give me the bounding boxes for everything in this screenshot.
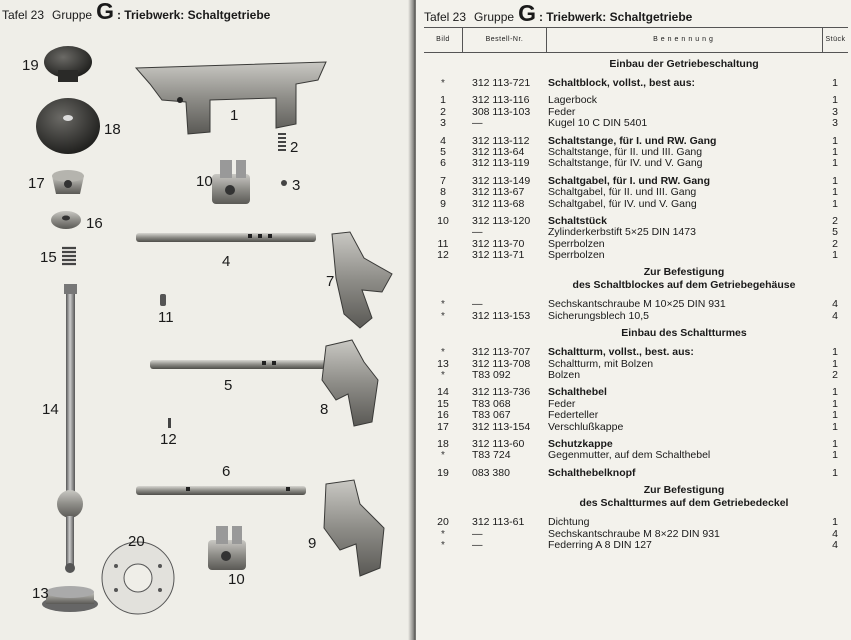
cell-bestell [462, 59, 546, 72]
figure-label-4: 4 [222, 253, 231, 270]
table-row [424, 529, 848, 540]
cell-bild: * [441, 310, 445, 322]
cell-bild [424, 267, 462, 280]
table-row [424, 199, 848, 210]
cell-bild: * [441, 528, 445, 540]
cell-bild: 6 [440, 157, 446, 170]
cell-bestell: 312 113-153 [472, 309, 531, 322]
cell-benennung: Schaltstange, für II. und III. Gang [548, 146, 703, 158]
cell-stueck: 1 [832, 174, 838, 187]
parts-table [424, 27, 848, 551]
shift-fork-8-part [322, 340, 378, 426]
cell-benennung: Schutzkappe [548, 438, 613, 450]
cell-bild: 13 [437, 357, 449, 370]
cell-benennung: Bolzen [548, 370, 581, 382]
spring-plate-part [51, 211, 81, 229]
tafel-label: Tafel 23 [2, 8, 45, 22]
figure-label-8: 8 [320, 401, 329, 418]
cell-bild: 20 [437, 516, 449, 529]
spring-2-part [278, 134, 286, 150]
cell-bestell: T83 068 [472, 397, 511, 410]
section-heading [424, 485, 848, 498]
cell-stueck [822, 267, 848, 280]
cell-bestell [462, 328, 546, 341]
figure-label-11: 11 [158, 309, 174, 326]
cell-benennung: Sicherungsblech 10,5 [548, 310, 649, 322]
cell-bestell: T83 067 [472, 409, 511, 422]
table-body [424, 53, 848, 551]
cell-bestell: 312 113-112 [472, 134, 530, 147]
cell-benennung: Schaltturm, mit Bolzen [548, 358, 654, 370]
cell-benennung: Sechskantschraube M 8×22 DIN 931 [548, 528, 720, 540]
cell-stueck: 1 [832, 437, 838, 450]
cell-bild [424, 59, 462, 72]
cell-stueck: 1 [832, 420, 838, 433]
cell-benennung: Schaltstange, für I. und RW. Gang [548, 135, 717, 147]
cell-bestell: 308 113-103 [472, 105, 531, 118]
cell-stueck: 4 [832, 538, 838, 551]
cell-bild: 3 [440, 117, 446, 130]
cell-stueck: 5 [832, 226, 838, 239]
cell-stueck [822, 328, 848, 341]
cell-benennung: Sperrbolzen [548, 250, 605, 262]
figure-label-5: 5 [224, 377, 233, 394]
cell-stueck: 1 [832, 197, 838, 210]
figure-label-6: 6 [222, 463, 231, 480]
cell-stueck: 4 [832, 309, 838, 322]
table-row [424, 118, 848, 129]
table-row [424, 517, 848, 528]
cell-bild: 16 [437, 409, 449, 422]
table-header [424, 28, 848, 53]
cell-stueck: 1 [832, 186, 838, 199]
cell-bestell [462, 267, 546, 280]
cell-benennung: Federteller [548, 410, 599, 422]
shift-fork-9-part [324, 480, 384, 576]
table-row [424, 370, 848, 381]
cell-stueck: 1 [832, 466, 838, 479]
figure-label-10-top: 10 [196, 173, 213, 190]
cell-bild: 5 [440, 145, 446, 158]
ball-part [281, 180, 287, 186]
cell-bestell: — [472, 117, 483, 130]
cell-stueck: 1 [832, 386, 838, 399]
cell-bestell: — [472, 298, 483, 311]
section-heading [424, 498, 848, 511]
cell-benennung: Dichtung [548, 517, 590, 529]
cell-bild [424, 485, 462, 498]
cell-benennung: Schaltstück [548, 215, 607, 227]
cell-stueck: 1 [832, 357, 838, 370]
cell-bestell: 312 113-64 [472, 145, 525, 158]
gruppe-label: Gruppe [474, 10, 515, 24]
section-heading [424, 280, 848, 293]
figure-label-7: 7 [326, 273, 335, 290]
cell-stueck: 1 [832, 134, 838, 147]
figure-label-1: 1 [230, 107, 239, 124]
cell-bestell [462, 485, 546, 498]
cell-bild: 9 [440, 197, 446, 210]
section-heading-text: Zur Befestigung [643, 485, 725, 497]
section-heading-text: Einbau des Schaltturmes [621, 328, 747, 340]
table-row [424, 347, 848, 358]
cell-benennung: Federring A 8 DIN 127 [548, 539, 652, 551]
shift-rod-4-part [136, 233, 316, 242]
gruppe-label: Gruppe [52, 8, 93, 22]
cell-stueck: 1 [832, 449, 838, 462]
cell-bestell [462, 280, 546, 293]
cell-benennung: Verschlußkappe [548, 421, 624, 433]
cell-bild [424, 328, 462, 341]
figure-label-9: 9 [308, 535, 317, 552]
gear-knob-part [44, 46, 92, 82]
cell-stueck: 1 [832, 249, 838, 262]
cell-stueck: 2 [832, 369, 838, 382]
table-row [424, 187, 848, 198]
parts-illustration [0, 28, 412, 640]
cell-bild: 7 [440, 174, 446, 187]
cell-bestell: T83 724 [472, 449, 511, 462]
shift-piece-part [212, 160, 250, 204]
cell-stueck: 3 [832, 105, 838, 118]
cell-bestell: 312 113-68 [472, 197, 525, 210]
table-row [424, 540, 848, 551]
table-row [424, 410, 848, 421]
figure-label-12: 12 [160, 431, 177, 448]
cell-bild: * [441, 78, 445, 89]
cell-benennung: Schalthebel [548, 387, 607, 399]
cell-benennung: Gegenmutter, auf dem Schalthebel [548, 450, 711, 462]
cell-stueck: 2 [832, 214, 838, 227]
cell-bild: 19 [437, 466, 449, 479]
cell-stueck: 1 [832, 346, 838, 359]
cell-stueck [822, 59, 848, 72]
cell-benennung: Schaltblock, vollst., best aus: [548, 78, 696, 89]
cell-bild [424, 280, 462, 293]
cell-benennung: Sperrbolzen [548, 238, 605, 250]
cell-bild: * [441, 539, 445, 551]
cell-bestell: 312 113-119 [472, 157, 530, 170]
section-heading-text: Einbau der Getriebeschaltung [609, 59, 759, 70]
cell-bestell: 312 113-116 [472, 94, 530, 107]
closure-cap-part [52, 170, 84, 194]
cell-bild: * [441, 450, 445, 462]
cell-bestell: — [472, 527, 483, 540]
cell-stueck: 3 [832, 117, 838, 130]
section-heading-text: Zur Befestigung [643, 267, 725, 279]
table-row [424, 227, 848, 238]
cell-stueck: 1 [832, 397, 838, 410]
cell-bestell: 312 113-707 [472, 346, 531, 359]
cell-bild: 11 [437, 237, 449, 250]
cell-bestell: 312 113-736 [472, 386, 531, 399]
shift-lever-part [57, 284, 83, 573]
tafel-label: Tafel 23 [424, 10, 467, 24]
cell-stueck: 1 [832, 77, 838, 89]
column-header-bestell: Bestell-Nr. [462, 28, 546, 52]
cell-bild: 8 [440, 186, 446, 199]
column-header-bild: Bild [436, 36, 450, 43]
shift-fork-7-part [332, 232, 392, 328]
cell-bild: * [441, 299, 445, 311]
cell-bestell: — [472, 226, 483, 239]
cell-bestell: — [472, 538, 483, 551]
figure-label-13: 13 [32, 585, 49, 602]
cell-stueck: 4 [832, 527, 838, 540]
cell-bild: 1 [440, 94, 446, 107]
cell-bestell: 312 113-71 [472, 249, 525, 262]
figure-label-17: 17 [28, 175, 45, 192]
cell-bestell: 312 113-708 [472, 357, 531, 370]
cell-stueck: 1 [832, 145, 838, 158]
cell-bestell: T83 092 [472, 369, 511, 382]
table-row [424, 250, 848, 261]
table-row [424, 78, 848, 89]
gasket-part [102, 542, 174, 614]
cell-benennung: Sechskantschraube M 10×25 DIN 931 [548, 299, 726, 311]
cell-bestell: 312 113-154 [472, 420, 531, 433]
cell-bild [424, 498, 462, 511]
cell-bild: * [441, 370, 445, 382]
section-title: : Triebwerk: Schaltgetriebe [538, 10, 693, 24]
cell-stueck: 1 [832, 516, 838, 529]
right-page-header [424, 2, 692, 28]
cell-benennung: Schaltgabel, für IV. und V. Gang [548, 198, 697, 210]
section-title: : Triebwerk: Schaltgetriebe [116, 8, 271, 22]
spring-15-part [62, 248, 76, 264]
table-row [424, 311, 848, 322]
cell-bild: 14 [437, 386, 449, 399]
cell-bild: 18 [437, 437, 449, 450]
shift-rod-6-part [136, 486, 306, 495]
cell-benennung: Zylinderkerbstift 5×25 DIN 1473 [548, 227, 696, 239]
shift-piece-bottom-part [208, 526, 246, 570]
cell-bestell: 312 113-120 [472, 214, 531, 227]
column-header-benennung: Benennung [546, 28, 822, 52]
group-letter: G [96, 0, 114, 24]
table-row [424, 158, 848, 169]
figure-label-15: 15 [40, 249, 57, 266]
table-row [424, 216, 848, 227]
figure-label-19: 19 [22, 57, 39, 74]
section-heading-text: des Schaltturmes auf dem Getriebedeckel [579, 498, 789, 510]
figure-label-20: 20 [128, 533, 145, 550]
shift-rod-5-part [150, 360, 330, 369]
cell-benennung: Schalthebelknopf [548, 467, 636, 479]
cell-bild: 12 [437, 249, 449, 262]
cell-stueck [822, 485, 848, 498]
section-heading [424, 59, 848, 72]
cell-bild: 2 [440, 105, 446, 118]
cell-benennung: Schaltgabel, für II. und III. Gang [548, 187, 697, 199]
cell-bestell: 312 113-70 [472, 237, 525, 250]
cell-bestell: 312 113-61 [472, 516, 525, 529]
figure-label-14: 14 [42, 401, 59, 418]
cell-stueck: 1 [832, 157, 838, 170]
cell-bestell [462, 498, 546, 511]
table-row [424, 107, 848, 118]
cell-stueck: 1 [832, 94, 838, 107]
section-heading [424, 267, 848, 280]
cell-stueck [822, 280, 848, 293]
cell-benennung: Kugel 10 C DIN 5401 [548, 118, 648, 130]
protective-cap-part [36, 98, 100, 154]
cell-benennung: Feder [548, 106, 576, 118]
column-header-stueck: Stück [822, 28, 848, 52]
cell-bild [424, 227, 462, 238]
cell-benennung: Schaltstange, für IV. und V. Gang [548, 158, 703, 170]
locking-bolt-11-part [160, 294, 166, 306]
cell-bestell: 312 113-60 [472, 437, 525, 450]
cell-benennung: Schaltgabel, für I. und RW. Gang [548, 175, 710, 187]
cell-bestell: 312 113-67 [472, 186, 525, 199]
left-page [0, 0, 412, 640]
section-heading [424, 328, 848, 341]
cell-bild: 15 [437, 397, 449, 410]
cell-bild: 10 [437, 214, 449, 227]
table-row [424, 422, 848, 433]
figure-label-3: 3 [292, 177, 301, 194]
figure-label-18: 18 [104, 121, 121, 138]
figure-label-10-bottom: 10 [228, 571, 245, 588]
cell-stueck: 4 [832, 298, 838, 311]
locking-bolt-12-part [168, 418, 171, 428]
cell-bestell: 312 113-149 [472, 174, 531, 187]
shift-tower-part [42, 586, 98, 612]
right-page [416, 0, 851, 640]
table-row [424, 468, 848, 479]
cell-stueck [822, 498, 848, 511]
left-page-header [2, 0, 270, 26]
cell-benennung: Feder [548, 398, 576, 410]
cell-benennung: Schaltturm, vollst., best. aus: [548, 347, 694, 359]
cell-bild: 4 [440, 134, 446, 147]
cell-stueck: 2 [832, 237, 838, 250]
section-heading-text: des Schaltblockes auf dem Getriebegehäuse [572, 280, 796, 292]
cell-bestell: 083 380 [472, 466, 510, 479]
figure-label-2: 2 [290, 139, 299, 156]
cell-benennung: Lagerbock [548, 95, 598, 107]
cell-stueck: 1 [832, 409, 838, 422]
cell-bild: * [441, 347, 445, 359]
table-row [424, 450, 848, 461]
cell-bestell: 312 113-721 [472, 77, 531, 89]
group-letter: G [518, 0, 536, 26]
figure-label-16: 16 [86, 215, 103, 232]
cell-bild: 17 [437, 420, 449, 433]
